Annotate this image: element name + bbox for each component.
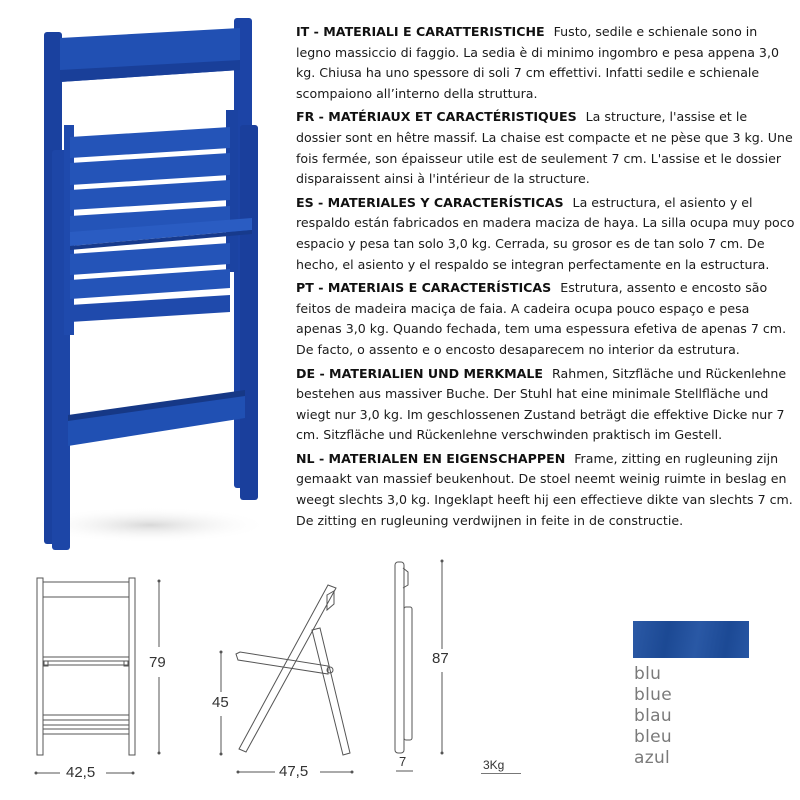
section-body: Rahmen, Sitzfläche und Rückenlehne bestehen aus massiver Buche. Der Stuhl hat eine minimale Stellfläche und wiegt nur 3,0 kg. Im geschlossenen Zustand beträgt die effektive Dicke nur 7 cm. Sitzfläche und Rückenlehne verschwinden praktisch im Gestell. <box>296 365 787 443</box>
section-heading: IT - MATERIALI E CARATTERISTICHE <box>296 24 545 39</box>
front-height-label: 79 <box>149 654 166 671</box>
section-body: Frame, zitting en rugleuning zijn gemaakt van massief beukenhout. De stoel neemt weinig ruimte in beslag en weegt slechts 3,0 kg. Ingeklapt heeft hij een effectieve dikte van slechts 7 cm. De zitting en rugleuning verdwijnen in feite in de constructie. <box>296 450 793 528</box>
folded-view-drawing <box>370 550 540 790</box>
section-body: Estrutura, assento e encosto são feitos de madeira maciça de faia. A cadeira ocupa pouco espaço e pesa apenas 3,0 kg. Quando fechada, tem uma espessura efetiva de apenas 7 cm. De facto, o assento e o encosto desaparecem no interior da estrutura. <box>296 280 787 357</box>
section-it <box>296 22 796 104</box>
section-heading: NL - MATERIALEN EN EIGENSCHAPPEN <box>296 450 566 466</box>
section-nl <box>296 449 796 531</box>
section-heading: PT - MATERIAIS E CARACTERÍSTICAS <box>296 280 552 296</box>
color-names-list <box>634 664 672 769</box>
section-pt <box>296 278 796 360</box>
front-view-diagram <box>20 565 190 790</box>
front-width-label: 42,5 <box>66 764 96 781</box>
color-name-fr: bleu <box>634 727 672 747</box>
seat-height-label: 45 <box>212 694 229 711</box>
section-body: La structure, l'assise et le dossier sont en hêtre massif. La chaise est compacte et ne pèse que 3 kg. Une fois fermée, son épaisseur utile est de seulement 7 cm. L'assise et le dossier disparaissent ainsi à l'intérieur de la structure. <box>296 109 793 187</box>
section-fr <box>296 107 796 189</box>
section-es <box>296 193 796 275</box>
section-heading: ES - MATERIALES Y CARACTERÍSTICAS <box>296 194 564 210</box>
section-body: Fusto, sedile e schienale sono in legno massiccio di faggio. La sedia è di minimo ingombro e pesa appena 3,0 kg. Chiusa ha uno spessore di soli 7 cm effettivi. Infatti sedile e schienale scompaiono all’interno della struttura. <box>296 24 779 101</box>
folded-view-diagram <box>370 550 540 790</box>
chair-product-photo <box>30 10 280 560</box>
side-view-diagram <box>200 580 370 790</box>
folded-height-label: 87 <box>432 650 449 667</box>
color-name-es: azul <box>634 748 671 768</box>
color-name-en: blue <box>634 685 672 705</box>
side-view-drawing <box>200 580 370 790</box>
folded-chair-illustration <box>30 10 280 560</box>
section-de <box>296 364 796 446</box>
description-panel <box>296 22 796 534</box>
color-swatch <box>633 621 749 658</box>
color-name-it: blu <box>634 664 662 684</box>
folded-thickness-label: 7 <box>399 754 407 769</box>
color-name-de: blau <box>634 706 672 726</box>
section-body: La estructura, el asiento y el respaldo están fabricados en madera maciza de haya. La silla ocupa muy poco espacio y pesa tan solo 3,0 kg. Cerrada, su grosor es de tan solo 7 cm. De hecho, el asiento y el respaldo se integran perfectamente en la estructura. <box>296 194 795 272</box>
weight-label: 3Kg <box>481 758 521 774</box>
section-heading: DE - MATERIALIEN UND MERKMALE <box>296 365 544 381</box>
section-heading: FR - MATÉRIAUX ET CARACTÉRISTIQUES <box>296 109 577 125</box>
front-view-drawing <box>20 565 190 790</box>
side-depth-label: 47,5 <box>279 763 309 780</box>
